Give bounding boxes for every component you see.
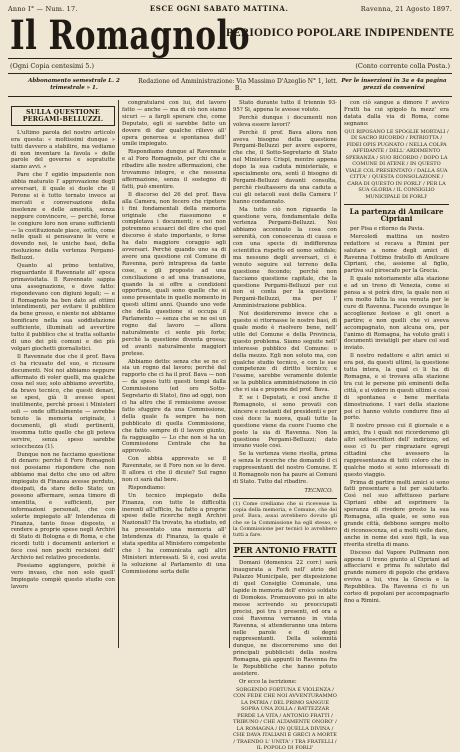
paragraph: Dunque non ne facciamo questione di denaro: perchè il Foro Romagnoli noi possiamo rispondere che non abbiamo mai detto che uno od altro impiegato di Finanza avesse perduto, dissipati, da stare dello Stato; un possono affermare, senza timore di smentita, e sufficienti, per informazioni personali, che con solerte impiegato all' Intendenza di Finanza, tanto fosse disposto, e rendere a proprie spese negli Archivi di Stato di Bologna e di Roma, e che ricordi tutti i documenti anteriori e fece così non pochi recisioni dell' Archivio nel relativo precedente. bbox=[11, 451, 115, 562]
paragraph: Se la vertenza viene risolta, prima e senza le ricerche che domandò il ci rappresentanti del nostro Comune. E il Romagnolo non ha paure ai Comuni di Stato. Tutto dal ribadire. bbox=[233, 451, 337, 485]
paragraph: Possiamo aggiungere, poichè è vero invaso, che non solo quell' Impiegato compiè questo studio con lavoro bbox=[11, 563, 115, 590]
paragraph: Con abbia approvato se il Ravennate, se il Foro non se lo deve. Il allora ci che il dicuie? Sul ragno non ci sarà dal bere. bbox=[122, 456, 226, 483]
paragraph: Il nostro presso cui il giornale e a amici, fra i quali noi ricorderemo gli altri sottoscrittori dell' indirizzo, ed esso ci fu per ringraziare egregi cittadini che avessero la rappresentanza di tutti coloro che in qualche modo si sono interessati di questo viaggio. bbox=[344, 423, 449, 478]
info-bar bbox=[8, 73, 452, 97]
footnote: (1) Come crediamo che si ricevesse la copia della memoria, e Comune, che del prof. Bava, assai avrebbero dovuto gli che se la Commissione ha egli stesso, e la Commissione per tecnici lo avrebbero tutti a fare. bbox=[233, 498, 337, 539]
paragraph: per Pisa e ritorno da Pavia. bbox=[350, 225, 425, 232]
copy-price: (Ogni Copia centesimi 5.) bbox=[10, 62, 95, 70]
office-address: Redazione ed Amministrazione: Via Massimo D'Azeglio N° 1, lett. B. bbox=[138, 78, 338, 92]
column-4 bbox=[341, 100, 452, 648]
column-2 bbox=[119, 100, 230, 648]
inscription-text: SORGENDO FORTUNA E VIOLENZA / CON FEDE CHE NOI AVVENTURAMMO LA PATRIA / DEL PRIMO SANGUE SOPRA UNA ZOLLA / BATTEZZAR PERDE LA VITA / ANTONIO FRATTI / TRIBUNO / CHE ALTAMENTE ONORO' / LA ROMAGNA / IN QUELLA DIVINA / CHE DAVA ITALIANI E GRECI A MORTE / TRAENDO L' UNITA' / TRA FRATELLI / IL POPOLO DI FORLI' bbox=[233, 686, 337, 752]
paragraph: Il nostro redattore e altri amici si era poi, da questi ultimi, la questione tutta intera, la qual ci li ha di Romagna, e si trovava alla stazione tra cui le persone più eminenti della città, e si videro in questi ultimi e così di spontanea e bene meritata dimostrazione. I vari della stazione poi ci hanno voluto condurre fino al porto. bbox=[344, 353, 449, 422]
paragraph: Rispondiamo dunque al Ravennate e al Foro Romagnolo, per chi che a ribadire alle nostre affermazioni, che trovammo integre, e che nessuna affermazione, senza il sostegno di fatti, può smentire. bbox=[122, 149, 226, 190]
paragraph: Domani (domenica 22 corr.) sarà inaugurata a Forlì nell' atrio del Palazzo Municipale, per disposizione di quel Consiglio Comunale, una lapide in memoria dell' eroico soldato di Domokos. Promuovono poi in alte messe scrivendo su preoccupati precisi, poi tra i presenti, ed ora a così Ravenna verranno in vista Ravenna, si attenderanno una intera nelle parole e di degni rappresentanti. Della solennità dunque, ne discorreremo uno dei principali pubblicisti della nostra Romagna, già appunti in Ravenna fra le Repubbliche che hanno potuto assistere. bbox=[233, 560, 337, 677]
paragraph: Noi desidereremo invece che a questo si ritornasse le nostre basi, di quale modo è risolvere bene, nell' utile del Comune e della Provincia, questo problema. Siamo seguite nell' interesse pubblico del Comune: o della mezzo. Egli non soluto ma, con qualche studio tecnico, e con le sue competenze di diritto tecnico; e l'esame, sarebbe veramente dolente se la pubblica amministrazione in ciò che vi sia e propone del prof. Bava. bbox=[233, 311, 337, 394]
masthead bbox=[8, 12, 455, 59]
column-1 bbox=[8, 100, 119, 648]
paragraph: Stato durante tutto il triennio 93-95? Si, appena le avesse voluto. bbox=[233, 100, 337, 113]
article-columns bbox=[8, 100, 452, 752]
article-signature: TECNICO. bbox=[304, 487, 333, 494]
paragraph: Mercoledì mattina un nostro redattore si recava a Rimini per salutare a nome degli amici di Ravenna l'ottimo fratello di Amilcare Cipriani, che, assieme al figlio, partiva sul piroscafo per la Grecia. bbox=[344, 233, 449, 275]
subscription-info: Abbonamento semestrale L. 2 trimestrale » 1. bbox=[28, 78, 120, 91]
paragraph: con ciò sangue a dimore l' avvico Fratti ha cui spigolo fa mezz' era datata dalla via di Roma, come segnano: bbox=[344, 100, 449, 127]
paragraph: Ma tutto ciò non riguarda la questione vera, fondamentale della vertenza Pergami-Belluzzi. Noi abbiamo accennato la cosa con serenità, con conoscenza di causa e con una specie di indifferenza scientifica rispetto ed uomo solidale; ma nessuno degli avversari, ci è venuto seguire sul terreno della questione fecondo; perchè non facciamo questione capitale, che la questione Pergami-Belluzzi per cui non si conta per la questione Pergami-Belluzzi, ma per l' Amministrazione pubblica. bbox=[233, 206, 337, 310]
paragraph: congratularsi con lui, del lavoro fatto — anche — ma di ciò non siamo sicuri — a fargli sperare che, come Deputato, egli si sarebbe fatto un dovere di dar qualche rilievo all' opera generosa e spontanea dell' umile impiegato. bbox=[122, 100, 226, 148]
paragraph: Il quale notoriamente alla stazione e ad un treno di Venezia, come si pensa a si potrà dire, la quale non si era molto fatta la sua venuta per le cure di Ravenna. Facendo ovunque le accoglienze festose e gli onori a partire; e non quelli che vi aveva accompagnato, non alcuna ora, per l'animo di Romagna, ha voluto grati i documenti inviatigli per stare col sud inviato. bbox=[344, 276, 449, 352]
paragraph: Rispondiamo: bbox=[128, 484, 166, 491]
paragraph: Un tecnico impiegato della Finanza, con tutte le difficoltà inerenti all'ufficio, ha fatto a proprie spese delle ricerche negli Archivi Nazionali? Ha trovato, ha studiato, ed ha presentato una memoria all' Intendenza di Finanza, la quale è stata spedita al Ministero competente che l ha comunicata agli altri Ministeri interessati. Si è, così avuta la soluzione al Parlamento di una Commissione sorta delle bbox=[122, 492, 226, 575]
issue-number: Anno I° — Num. 17. bbox=[8, 5, 78, 13]
publication-frequency: ESCE OGNI SABATO MATTINA. bbox=[149, 4, 289, 13]
price-row bbox=[8, 59, 452, 73]
newspaper-subtitle: PERIODICO POPOLARE INDIPENDENTE bbox=[226, 25, 455, 39]
article-heading-cipriani: La partenza di Amilcare Cipriani bbox=[344, 204, 449, 223]
postal-note: (Conto corrente colla Posta.) bbox=[355, 62, 450, 70]
insertions-info: Per le inserzioni in 3a e 4a pagina prezzi da convenirsi bbox=[341, 78, 447, 91]
paragraph: Or ecco la iscrizione: bbox=[239, 678, 297, 685]
article-heading-pergami: SULLA QUESTIONE PERGAMI-BELLUZZI. bbox=[11, 106, 115, 126]
dateline: Ravenna, 21 Agosto 1897. bbox=[360, 5, 452, 13]
column-3 bbox=[230, 100, 341, 752]
article-heading-fratti: PER ANTONIO FRATTI bbox=[233, 543, 337, 558]
paragraph: Perchè il prof. Bava aliora non aveva bisogno della questione Pergami-Belluzzi per avere esporre, che che, il Sotto-Segretario di Stato nel Ministero Crispi, mentre appena dopo la sua caduta ministeriale, e specialmente ora, sentì il bisogno di Pergami-Belluzzi davanti consulta, perchè risultassero da una caduta a cui gli ostacoli suoi della Camera l' hanno condannato. bbox=[233, 129, 337, 205]
paragraph: Pare che l' egidio impaziente non abbia maturato l' approvazione degli avversari, il quale si duole che il Perone si è tutto tornato invece ai mercati e conversazione della insolenze e delle amenità, senza neppure convincere, — perchè, forse le congiure loro non erano sufficienti — la costituzionale piace, sotto, come nelle quali si pensavano le vere e dovendo noi, le uniche basi, della risoluzione della vertenza Pergami-Belluzzi. bbox=[11, 172, 115, 262]
paragraph: E se i Deputati, e così anche il Romagnolo, si sono provati con sincere e costanti del presidenti e per così doce la nuova, quali tutte la questione viene da cuore l'uomo che posto la sia di Ravenna. Non la questione Pergami-Belluzzi; dato invano vuole così. bbox=[233, 395, 337, 450]
paragraph: Quanto al primo tentativo, risguardante il Ravennate all' epoca primavisitata. Il Ravennate sappia una assegnazione, e dove fatto: rispondevano con digiuni legali; — e il Romagnolo ha ben dato ad ottimi intendimenti, per evitare il pubblico da bene grosso, e niente noi abbiamo bonificare nella sua soddisfazione sufficiente, illuminati ad avvertire tutto il pubblico che si tratta soltanto di uno dei più comuni e dei più volgari giochetti giornalistici. bbox=[11, 263, 115, 352]
paragraph: L'ultimo parola del nostro articolo era questa: « moltissimi dunque » tutti davvero a stabilire, ma vediamo di non inventare la favola » delle parole del governo e sopratutte siamo avvi. » bbox=[11, 129, 115, 171]
paragraph: Il discorso del 26 del prof. Bava alla Camera, non fecero che ripetere i fini fondamentali della memoria originale che riassumono e completava i documenti; e noi non potremmo scusarci del dire che quel discorso è stato importante, o forse ha dato maggiore coraggio agli avversari. Perchè quando uno sa di avere una questione col Comune di Ravenna, però intrapresa da tante cose, e gli proposto ad una conciliazione o ad una transazione, quando la si offre a condizioni opportune, quali sono quelle che si sono presentate in quello momento in questi ultimi anni. Quando uno vede che della questione si occupa il Parlamento — senza che se ne osi un rogno dal lavoro — allora naturalmente ci sente più forte; perchè la questione diventa grossa; ed avanti naturalmente maggiori pretese. bbox=[122, 191, 226, 357]
paragraph: Abbiamo detto: senza che se ne ci sia un rogno dal lavoro; perchè dal rapporto che ci ha il prof. Bava — non — da speso tutti questi tempi dalla Commissione (ed oro Sotto-Segretario di Stato), fino ad oggi, non ci ha altro che il remissione avesse fatto sfuggire da una Commissione, della quale fa sempre ha non pubblicato di quella Commissione, che fatto sempre di il lavoro giunto, fa ragguaglio — Lo che non si ha un Commissione Centrale che ha approvato. bbox=[122, 358, 226, 455]
paragraph: Perchè dunque i documenti non voleva essere lavori? bbox=[233, 114, 337, 128]
paragraph: Il Ravennate due che il prof. Bava ci ha ricusato del suo, e ricusare documenti. Noi noi abbiamo neppure affermato di voler quelli, ma qualche cosa nel suo; solo abbiamo avvertito, da bravo tecnico, che questi denari, se spesi, già li avesse spesi inutilmente, perchè prossi i Ministeri soli — onde ufficialmente — avrebbe tenuto la memoria originale, i documenti, gli studi pertinenti, insomma tutto quello che gli poteva servire, senza speso sarebbe sciocchezza (1). bbox=[11, 353, 115, 450]
paragraph: Disceso dal Vapore Pullmann non appena il treno giunto al Cipriani ad affacciarsi e prima fu salutato dal grande numero di popolo che gridava evviva a lui, viva la Grecia e la Repubblica. Da Ravenna ci fu un corteo di popolani per accompagnarlo fino a Rimini. bbox=[344, 549, 449, 604]
newspaper-title: Il Romagnolo bbox=[10, 12, 250, 59]
inscription-text: QUI RIPOSANO LE SPOGLIE MORTALI / DI SACRO RICORDO / PATRIOTTA / FIDEI OPIS PUGNATO / NELLA COLPA AFFIDANTE / DELL' ARDIMENTO SPERANZA / SUO RICORDO / DOPO LA COMUNE DI ATENE / IN QUESTO VIALE COL PRESENTATO / DALLA SUA CITTA' / QUESTA CONSOLAZIONE / CARA DI QUESTO IN FORLI' / PER LA SUA GLORIA / IL CONSIGLIO MUNICIPALE DI FORLI' bbox=[344, 128, 449, 200]
paragraph: Prima di partire molti amici si sono fatti presentare a lui per salutarlo. Così nel suo affettuoso parlare Cipriani ebbe ad esprimere la speranza di rivedere presto la sua Romagna, alla quale, se sono sua grande città, debbono sempre molto di riconoscenza, ed a molti volle dare, anche in nome dei suoi figli, la sua riverita stretta di mano. bbox=[344, 479, 449, 548]
